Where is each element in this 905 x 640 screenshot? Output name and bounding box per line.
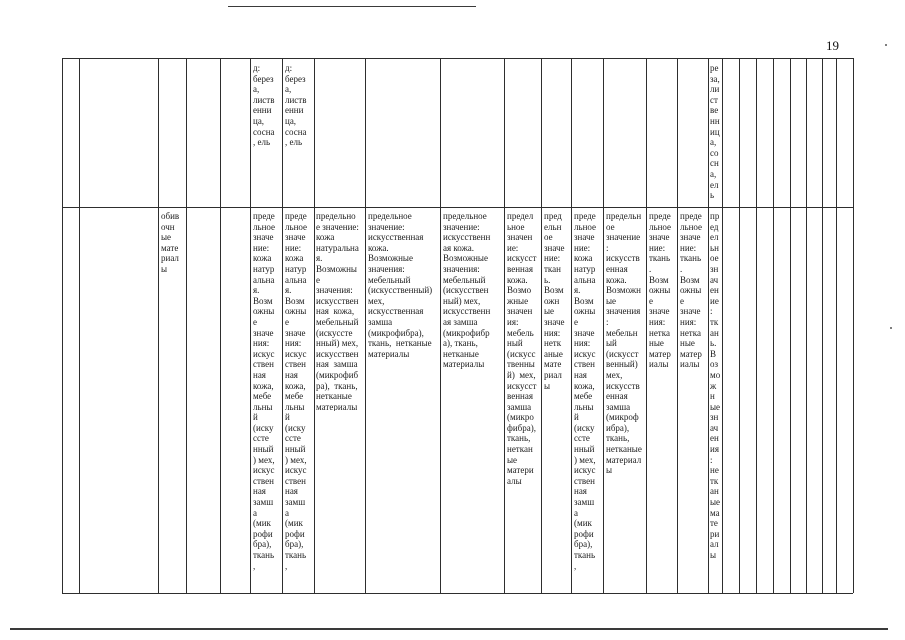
col-border [158,58,159,593]
col-border [603,58,604,593]
col-border [739,58,740,593]
row2-cell-e: предельное значение: искусственн ая кожа. Возможные значения: мебельный (искусствен ный) мех, искусственн ая замша (микрофибр а), ткань, нетканые материалы [443,211,491,370]
row2-cell-i: предельн ое значение : искусств енная кожа. Возможн ые значения : мебельн ый (искусст венный) мех, искусств енная замша (микроф ибра), ткань, нетканые материал ы [606,211,642,476]
col-border [541,58,542,593]
col-border [646,58,647,593]
col-border [79,58,80,593]
row1-cell-last: ре за, ли ст ве нн иц а, со сн а, ел ь [710,63,720,201]
scan-speck [890,327,892,329]
col-border [708,58,709,593]
col-border [365,58,366,593]
col-border [440,58,441,593]
col-border [822,58,823,593]
col-border [314,58,315,593]
scan-speck [885,44,887,46]
col-border [836,58,837,593]
row2-cell-g: пред ельн ое значе ние: ткан ь. Возм ожн ые значе ния: нетк аные мате риал ы [544,211,565,391]
row-border-middle [62,207,853,208]
row2-cell-b: преде льное значе ние: кожа натур альна я. Возм ожны е значе ния: искус ствен ная кожа, мебе льны й (иску ссте нный ) мех, искус ствен ная замш а (мик рофи бра), ткань , [285,211,308,571]
row-border-top [62,58,853,59]
col-border [186,58,187,593]
col-border [806,58,807,593]
bottom-scan-line [10,628,888,630]
row2-cell-j: преде льное значе ние: ткань . Возм ожны е значе ния: нетка ные матер иалы [649,211,672,370]
row2-cell-a: преде льное значе ние: кожа натур альна я. Возм ожны е значе ния: искус ствен ная кожа, мебе льны й (иску ссте нный ) мех, искус ствен ная замш а (мик рофи бра), ткань , [253,211,276,571]
col-border [282,58,283,593]
col-border [722,58,723,593]
top-scan-line [228,6,476,7]
row-border-bottom [62,593,853,594]
row2-cell-h: преде льное значе ние: кожа натур альна я. Возм ожны е значе ния: искус ствен ная кожа, мебе льны й (иску ссте нный ) мех, искус ствен ная замш а (мик рофи бра), ткань , [574,211,597,571]
row2-cell-c: предельно е значение: кожа натуральна я. Возможны е значения: искусствен ная кожа, мебельный (искуссте нный) мех, искусствен ная замша (микрофиб ра), ткань, нетканые материалы [316,211,359,411]
row2-cell-last: пр ед ел ьн ое зн ач ен ие : тк ан ь. В оз мо ж н ые зн ач ен ия : не тк ан ые ма те ри ал ы [710,211,721,560]
col-border [790,58,791,593]
row1-cell-a: д: берез а, листв енни ца, сосна , ель [253,63,275,148]
col-border [773,58,774,593]
col-border [250,58,251,593]
col-border [504,58,505,593]
row2-cell-f: предел ьное значен ие: искусст венная кожа. Возмо жные значен ия: мебель ный (искусс твенны й) мех, искусст венная замша (микро фибра), ткань, неткан ые матери алы [507,211,537,486]
page-number: 19 [826,38,839,53]
col-border [853,58,854,593]
col-border [220,58,221,593]
row2-label-upholstery: обив очн ые мате риал ы [161,211,180,274]
row1-cell-b: д: берез а, листв енни ца, сосна , ель [285,63,307,148]
col-border [677,58,678,593]
row2-cell-k: преде льное значе ние: ткань . Возм ожны е значе ния: нетка ные матер иалы [680,211,703,370]
col-border [756,58,757,593]
col-border [571,58,572,593]
row2-cell-d: предельное значение: искусственная кожа. Возможные значения: мебельный (искусственный) мех, искусственная замша (микрофибра), ткань, нетканые материалы [368,211,433,359]
col-border [62,58,63,593]
